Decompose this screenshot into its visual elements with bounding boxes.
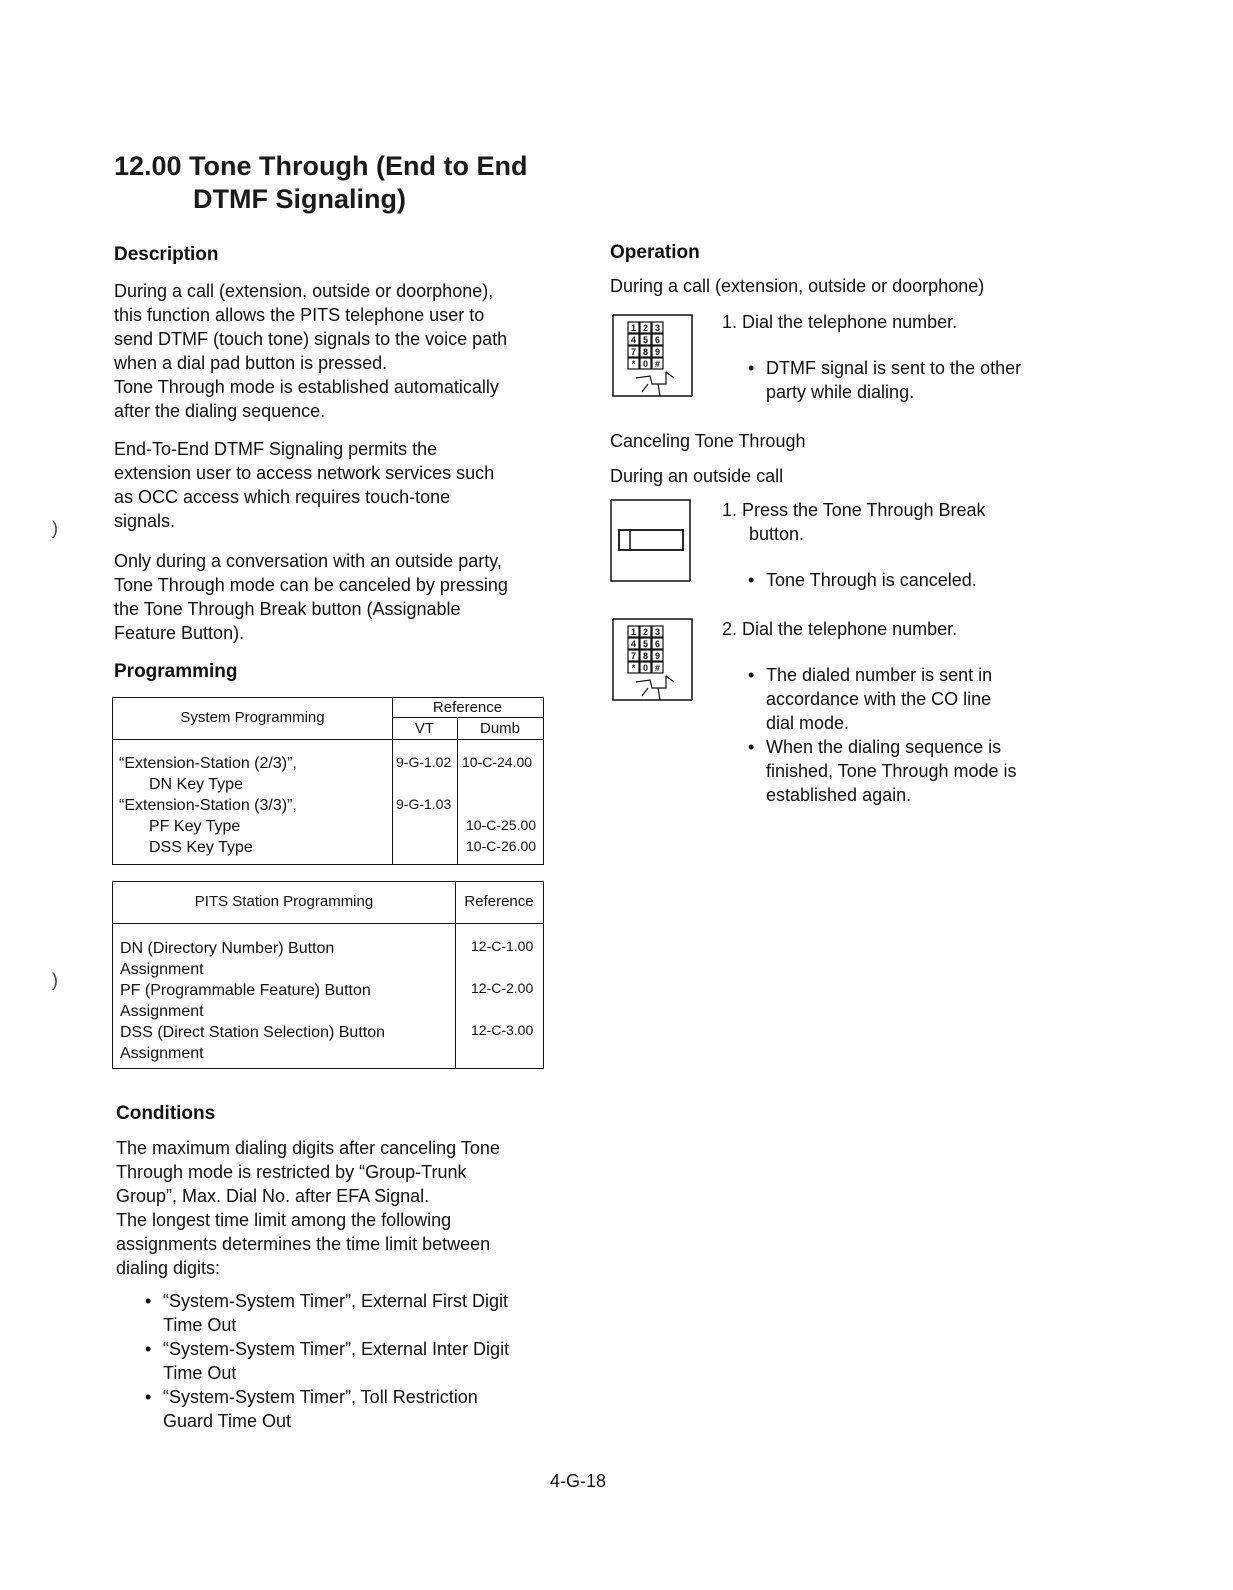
- keypad-key-label: 9: [654, 651, 661, 661]
- list-item: • Tone Through is canceled.: [744, 568, 977, 592]
- pits-ref: 12-C-3.00: [471, 1022, 534, 1038]
- text-line: During a call (extension, outside or doorphone),: [114, 281, 494, 301]
- keypad-key-label: 1: [630, 323, 637, 333]
- dumb-ref: 10-C-24.00: [462, 754, 533, 770]
- page-title: [114, 150, 528, 216]
- dumb-ref: 10-C-25.00: [466, 817, 537, 833]
- table-divider: [392, 717, 543, 718]
- text-line: as OCC access which requires touch-tone: [114, 487, 451, 507]
- text-line: established again.: [766, 785, 912, 805]
- description-para-2: [114, 437, 494, 533]
- text-line: this function allows the PITS telephone user to: [114, 305, 485, 325]
- text-line: signals.: [114, 511, 176, 531]
- text-line: button.: [749, 524, 805, 544]
- text-line: when a dial pad button is pressed.: [114, 353, 388, 373]
- text-line: Time Out: [163, 1315, 237, 1335]
- keypad-key-label: 8: [642, 347, 649, 357]
- text-line: dial mode.: [766, 713, 850, 733]
- table-row-item: DSS (Direct Station Selection) Button: [120, 1024, 386, 1041]
- table-row-item: Assignment: [120, 1003, 204, 1020]
- table-divider: [113, 923, 543, 924]
- description-para-3: [114, 549, 508, 645]
- keypad-key-label: *: [631, 663, 636, 673]
- keypad-key-label: 9: [654, 347, 661, 357]
- table-row-item: Assignment: [120, 1045, 204, 1062]
- list-item: [744, 735, 1017, 807]
- scan-margin-mark: ): [52, 518, 58, 538]
- table-row-item: Assignment: [120, 961, 204, 978]
- list-item: [141, 1337, 509, 1385]
- table-divider: [113, 739, 543, 740]
- during-outside-call: During an outside call: [610, 466, 784, 486]
- operation-during-call: During a call (extension, outside or doorphone): [610, 276, 985, 296]
- keypad-key-label: 1: [630, 627, 637, 637]
- text-line: send DTMF (touch tone) signals to the voice path: [114, 329, 508, 349]
- text-line: extension user to access network services such: [114, 463, 495, 483]
- title-line-1: 12.00 Tone Through (End to End: [114, 151, 528, 181]
- keypad-icon: [612, 618, 694, 702]
- operation-step-1-bullets: [744, 356, 1021, 404]
- keypad-key-label: 7: [630, 651, 637, 661]
- canceling-heading: Canceling Tone Through: [610, 431, 806, 451]
- keypad-key-label: 5: [642, 335, 649, 345]
- text-line: • “System-System Timer”, Toll Restriction: [163, 1387, 478, 1407]
- pits-items: [120, 938, 385, 1064]
- conditions-heading: Conditions: [116, 1103, 216, 1124]
- table-row-item: DSS Key Type: [149, 839, 253, 856]
- pits-reference-header: Reference: [464, 893, 534, 910]
- keypad-icon: [612, 314, 694, 398]
- text-line: • When the dialing sequence is: [766, 737, 1002, 757]
- keypad-key-label: 0: [642, 359, 649, 369]
- text-line: Time Out: [163, 1363, 237, 1383]
- text-line: finished, Tone Through mode is: [766, 761, 1017, 781]
- text-line: End-To-End DTMF Signaling permits the: [114, 439, 438, 459]
- list-item: [141, 1385, 509, 1433]
- text-line: Feature Button).: [114, 623, 245, 643]
- cancel-step-1-bullets: [744, 568, 977, 592]
- text-line: Tone Through mode can be canceled by pressing: [114, 575, 508, 595]
- pits-ref: 12-C-2.00: [471, 980, 534, 996]
- keypad-key-label: 2: [642, 627, 649, 637]
- text-line: • “System-System Timer”, External First Digit: [163, 1291, 509, 1311]
- table-row-item: “Extension-Station (3/3)”,: [119, 797, 297, 814]
- keypad-key-label: 7: [630, 347, 637, 357]
- keypad-key-label: 3: [654, 323, 661, 333]
- text-line: accordance with the CO line: [766, 689, 992, 709]
- programming-heading: Programming: [114, 661, 238, 682]
- text-line: party while dialing.: [766, 382, 915, 402]
- vt-ref: 9-G-1.02: [396, 754, 452, 770]
- vt-ref: 9-G-1.03: [396, 796, 452, 812]
- pits-programming-header: PITS Station Programming: [194, 893, 374, 910]
- dumb-ref: 10-C-26.00: [466, 838, 537, 854]
- text-line: Guard Time Out: [163, 1411, 292, 1431]
- text-line: Through mode is restricted by “Group-Trunk: [116, 1162, 467, 1182]
- cancel-step-2-bullets: [744, 663, 1017, 807]
- text-line: Only during a conversation with an outside party,: [114, 551, 502, 571]
- table-row-item: PF (Programmable Feature) Button: [120, 982, 371, 999]
- text-line: after the dialing sequence.: [114, 401, 326, 421]
- vt-header: VT: [414, 720, 435, 737]
- text-line: the Tone Through Break button (Assignable: [114, 599, 461, 619]
- table-row-item: “Extension-Station (2/3)”,: [119, 755, 297, 772]
- text-line: Tone Through mode is established automatically: [114, 377, 499, 397]
- description-para-1: [114, 279, 507, 423]
- title-line-2: DTMF Signaling): [193, 184, 406, 214]
- keypad-key-label: 4: [630, 335, 637, 345]
- keypad-key-label: 5: [642, 639, 649, 649]
- conditions-para: [116, 1136, 500, 1280]
- system-programming-table: [112, 697, 544, 865]
- table-row-item: DN (Directory Number) Button: [120, 940, 335, 957]
- keypad-key-label: 4: [630, 639, 637, 649]
- list-item: [744, 356, 1021, 404]
- system-items: [119, 753, 297, 858]
- keypad-key-label: 3: [654, 627, 661, 637]
- text-line: • “System-System Timer”, External Inter Digit: [163, 1339, 510, 1359]
- text-line: assignments determines the time limit between: [116, 1234, 491, 1254]
- operation-step-1: 1. Dial the telephone number.: [722, 312, 958, 332]
- tone-through-break-button-icon: [610, 499, 692, 583]
- reference-header: Reference: [432, 699, 503, 716]
- text-line: • DTMF signal is sent to the other: [766, 358, 1022, 378]
- keypad-key-label: *: [631, 359, 636, 369]
- cancel-step-1: [722, 498, 986, 546]
- keypad-key-label: 8: [642, 651, 649, 661]
- page-number: 4-G-18: [550, 1471, 607, 1491]
- text-line: 1. Press the Tone Through Break: [722, 500, 986, 520]
- pits-programming-table: [112, 881, 544, 1069]
- text-line: dialing digits:: [116, 1258, 221, 1278]
- table-row-item: DN Key Type: [149, 776, 243, 793]
- text-line: The maximum dialing digits after canceling Tone: [116, 1138, 500, 1158]
- keypad-key-label: #: [654, 663, 661, 673]
- text-line: The longest time limit among the following: [116, 1210, 452, 1230]
- keypad-key-label: 6: [654, 335, 661, 345]
- keypad-key-label: 0: [642, 663, 649, 673]
- scan-margin-mark: ): [52, 970, 58, 990]
- operation-heading: Operation: [610, 242, 700, 263]
- pits-ref: 12-C-1.00: [471, 938, 534, 954]
- list-item: [744, 663, 1017, 735]
- list-item: [141, 1289, 509, 1337]
- keypad-key-label: #: [654, 359, 661, 369]
- text-line: Group”, Max. Dial No. after EFA Signal.: [116, 1186, 430, 1206]
- description-heading: Description: [114, 244, 219, 265]
- table-row-item: PF Key Type: [149, 818, 241, 835]
- keypad-key-label: 2: [642, 323, 649, 333]
- cancel-step-2: 2. Dial the telephone number.: [722, 619, 958, 639]
- keypad-key-label: 6: [654, 639, 661, 649]
- text-line: • The dialed number is sent in: [766, 665, 993, 685]
- system-programming-header: System Programming: [180, 709, 325, 726]
- conditions-bullets: [141, 1289, 509, 1433]
- dumb-header: Dumb: [479, 720, 520, 737]
